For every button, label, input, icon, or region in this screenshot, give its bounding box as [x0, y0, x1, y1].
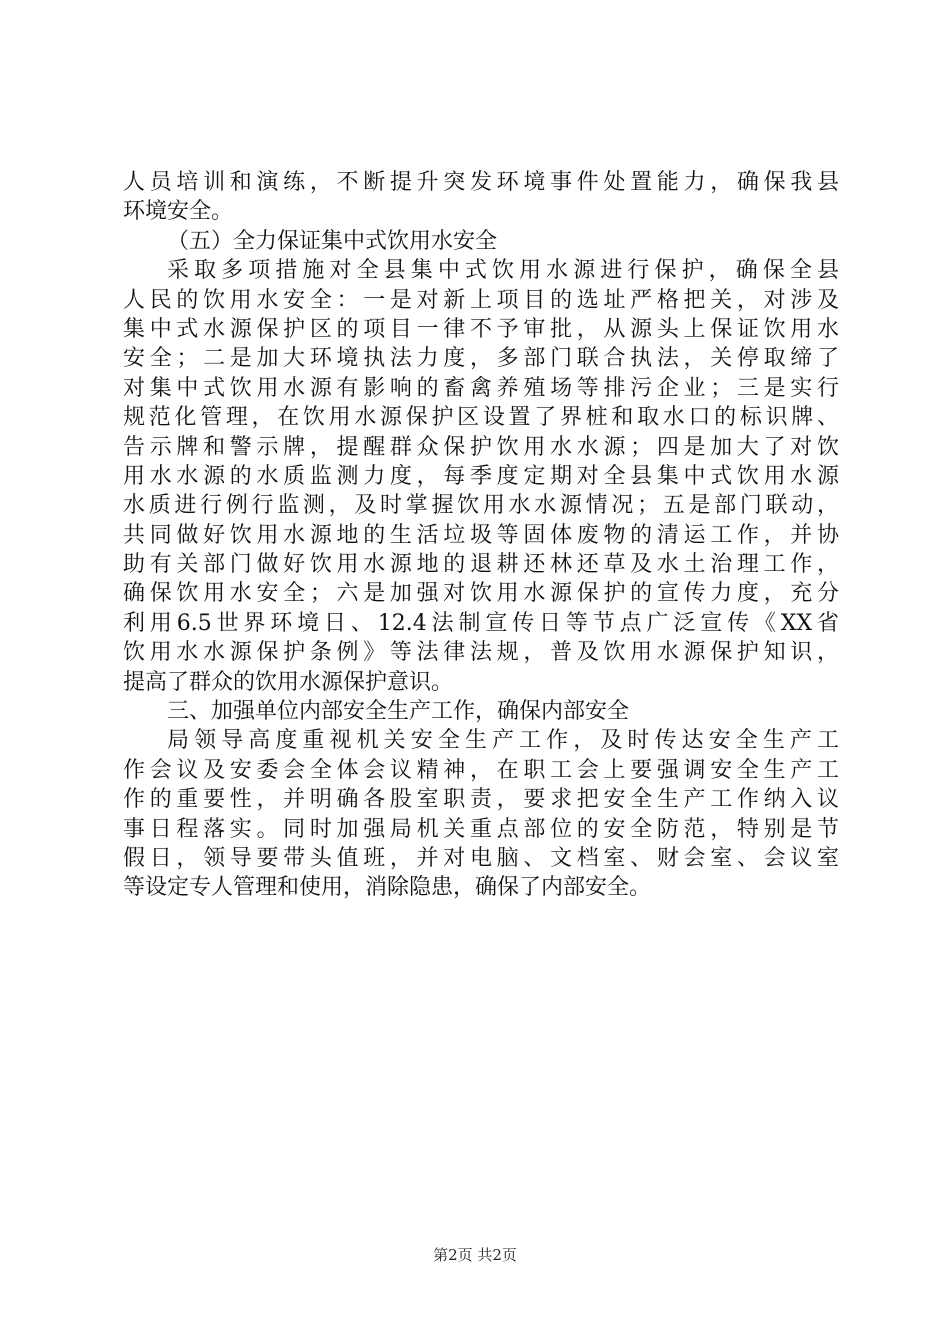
text-line: 提高了群众的饮用水源保护意识。 [123, 669, 454, 695]
text-line: 规范化管理，在饮用水源保护区设置了界桩和取水口的标识牌、 [123, 405, 839, 431]
text-line: 助有关部门做好饮用水源地的退耕还林还草及水土治理工作， [123, 552, 839, 578]
text-line: 饮用水水源保护条例》等法律法规，普及饮用水源保护知识， [123, 640, 839, 666]
text-line: 采取多项措施对全县集中式饮用水源进行保护，确保全县 [167, 258, 839, 284]
document-body [123, 168, 839, 903]
text-line: 环境安全。 [123, 199, 234, 225]
text-line: 等设定专人管理和使用，消除隐患，确保了内部安全。 [123, 875, 652, 901]
text-line: 确保饮用水安全；六是加强对饮用水源保护的宣传力度，充分 [123, 581, 839, 607]
text-line: 集中式水源保护区的项目一律不予审批，从源头上保证饮用水 [123, 316, 839, 342]
text-line: 事日程落实。同时加强局机关重点部位的安全防范，特别是节 [123, 816, 839, 842]
text-line: 安全；二是加大环境执法力度，多部门联合执法，关停取缔了 [123, 346, 839, 372]
text-line: 作的重要性，并明确各股室职责，要求把安全生产工作纳入议 [123, 787, 839, 813]
text-line: 利用6.5世界环境日、12.4法制宣传日等节点广泛宣传《XX省 [123, 610, 839, 636]
text-line: 人员培训和演练，不断提升突发环境事件处置能力，确保我县 [123, 170, 839, 195]
text-line: 人民的饮用水安全：一是对新上项目的选址严格把关，对涉及 [123, 287, 839, 313]
text-line: 作会议及安委会全体会议精神，在职工会上要强调安全生产工 [123, 757, 839, 783]
text-line: 对集中式饮用水源有影响的畜禽养殖场等排污企业；三是实行 [123, 375, 839, 401]
text-line: 用水水源的水质监测力度，每季度定期对全县集中式饮用水源 [123, 463, 839, 489]
page-number-footer: 第2页 共2页 [433, 1246, 517, 1264]
text-line: 假日，领导要带头值班，并对电脑、文档室、财会室、会议室 [123, 845, 839, 871]
section-heading: 三、加强单位内部安全生产工作，确保内部安全 [167, 699, 630, 725]
section-heading: （五）全力保证集中式饮用水安全 [167, 228, 498, 254]
text-line: 告示牌和警示牌，提醒群众保护饮用水水源；四是加大了对饮 [123, 434, 839, 460]
text-line: 局领导高度重视机关安全生产工作，及时传达安全生产工 [167, 728, 839, 754]
text-line: 水质进行例行监测，及时掌握饮用水水源情况；五是部门联动， [123, 493, 839, 519]
text-line: 共同做好饮用水源地的生活垃圾等固体废物的清运工作，并协 [123, 522, 839, 548]
